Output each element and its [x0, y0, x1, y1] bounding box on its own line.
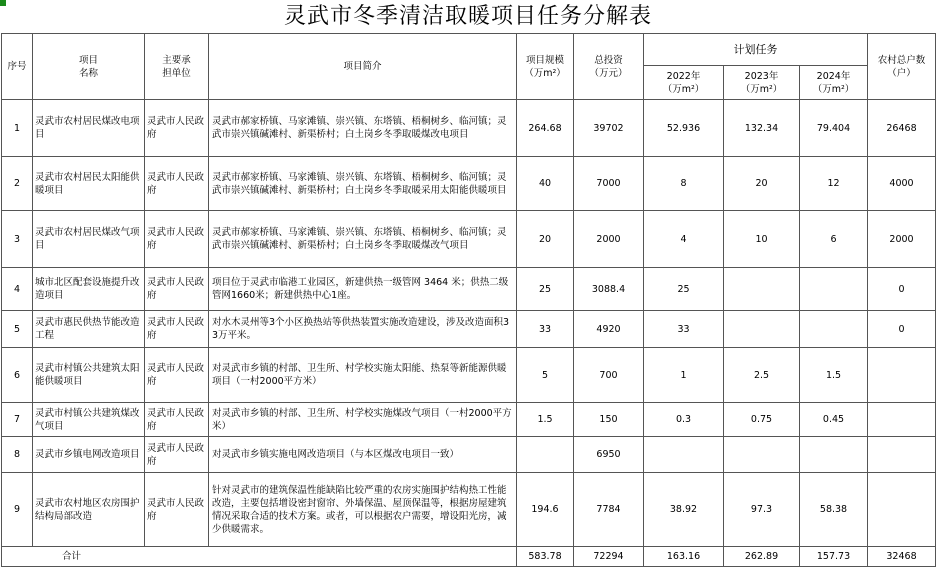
row-2024: 79.404	[800, 100, 868, 157]
row-unit: 灵武市人民政府	[145, 437, 209, 473]
row-2023: 10	[724, 211, 800, 268]
row-2024	[800, 311, 868, 348]
row-households: 26468	[868, 100, 936, 157]
table-row	[2, 437, 936, 473]
row-name: 灵武市农村地区农房围护结构局部改造	[33, 473, 145, 547]
row-2022: 4	[644, 211, 724, 268]
total-label: 合计	[2, 547, 517, 567]
row-2022: 25	[644, 268, 724, 311]
row-name: 灵武市农村居民煤改电项目	[33, 100, 145, 157]
row-2023: 20	[724, 157, 800, 211]
row-scale: 33	[517, 311, 574, 348]
table-row	[2, 348, 936, 403]
row-2022: 33	[644, 311, 724, 348]
row-2022: 52.936	[644, 100, 724, 157]
table-row	[2, 403, 936, 437]
row-households: 2000	[868, 211, 936, 268]
header-unit: 主要承 担单位	[145, 34, 209, 100]
header-seq: 序号	[2, 34, 33, 100]
header-2024: 2024年 （万m²）	[800, 66, 868, 100]
row-desc: 对灵武市乡镇的村部、卫生所、村学校实施太阳能、热泵等新能源供暖项目（一村2000平方米）	[209, 348, 517, 403]
row-desc: 灵武市郝家桥镇、马家滩镇、崇兴镇、东塔镇、梧桐树乡、临河镇；灵武市崇兴镇碱滩村、新渠桥村；白土岗乡冬季取暖煤改电项目	[209, 100, 517, 157]
table-row	[2, 473, 936, 547]
header-households: 农村总户数 （户）	[868, 34, 936, 100]
row-scale: 5	[517, 348, 574, 403]
row-scale: 20	[517, 211, 574, 268]
row-name: 城市北区配套设施提升改造项目	[33, 268, 145, 311]
table-row	[2, 157, 936, 211]
row-desc: 对灵武市乡镇的村部、卫生所、村学校实施煤改气项目（一村2000平方米）	[209, 403, 517, 437]
row-households	[868, 348, 936, 403]
row-households: 0	[868, 311, 936, 348]
row-households	[868, 437, 936, 473]
total-invest: 72294	[574, 547, 644, 567]
row-seq: 3	[2, 211, 33, 268]
row-unit: 灵武市人民政府	[145, 403, 209, 437]
row-unit: 灵武市人民政府	[145, 311, 209, 348]
row-2023: 0.75	[724, 403, 800, 437]
total-y2024: 157.73	[800, 547, 868, 567]
row-invest: 700	[574, 348, 644, 403]
task-table	[1, 33, 936, 567]
header-2022: 2022年 （万m²）	[644, 66, 724, 100]
table-row	[2, 268, 936, 311]
row-scale: 194.6	[517, 473, 574, 547]
row-seq: 8	[2, 437, 33, 473]
row-name: 灵武市农村居民煤改气项目	[33, 211, 145, 268]
row-2023	[724, 437, 800, 473]
row-2024: 0.45	[800, 403, 868, 437]
row-2023: 2.5	[724, 348, 800, 403]
row-unit: 灵武市人民政府	[145, 157, 209, 211]
row-2022: 0.3	[644, 403, 724, 437]
row-households	[868, 473, 936, 547]
row-invest: 7000	[574, 157, 644, 211]
header-2023: 2023年 （万m²）	[724, 66, 800, 100]
row-2022: 8	[644, 157, 724, 211]
row-seq: 7	[2, 403, 33, 437]
row-seq: 9	[2, 473, 33, 547]
row-seq: 1	[2, 100, 33, 157]
total-y2023: 262.89	[724, 547, 800, 567]
row-scale: 40	[517, 157, 574, 211]
table-row	[2, 211, 936, 268]
row-2023: 132.34	[724, 100, 800, 157]
row-invest: 3088.4	[574, 268, 644, 311]
row-invest: 7784	[574, 473, 644, 547]
row-unit: 灵武市人民政府	[145, 348, 209, 403]
row-2022: 38.92	[644, 473, 724, 547]
row-unit: 灵武市人民政府	[145, 211, 209, 268]
row-2023: 97.3	[724, 473, 800, 547]
total-households: 32468	[868, 547, 936, 567]
row-name: 灵武市村镇公共建筑煤改气项目	[33, 403, 145, 437]
total-scale: 583.78	[517, 547, 574, 567]
row-2022	[644, 437, 724, 473]
row-name: 灵武市乡镇电网改造项目	[33, 437, 145, 473]
total-y2022: 163.16	[644, 547, 724, 567]
header-desc: 项目简介	[209, 34, 517, 100]
row-seq: 5	[2, 311, 33, 348]
row-2024: 6	[800, 211, 868, 268]
row-2023	[724, 268, 800, 311]
row-invest: 4920	[574, 311, 644, 348]
row-households: 4000	[868, 157, 936, 211]
row-invest: 150	[574, 403, 644, 437]
row-scale	[517, 437, 574, 473]
table-row	[2, 311, 936, 348]
row-households	[868, 403, 936, 437]
row-2024: 1.5	[800, 348, 868, 403]
row-seq: 2	[2, 157, 33, 211]
row-2024	[800, 268, 868, 311]
row-invest: 6950	[574, 437, 644, 473]
row-invest: 39702	[574, 100, 644, 157]
row-2024	[800, 437, 868, 473]
row-desc: 针对灵武市的建筑保温性能缺陷比较严重的农房实施围护结构热工性能改造，主要包括增设密封窗帘、外墙保温、屋顶保温等，根据房屋建筑情况采取合适的技术方案。或者，可以根据农户需要，增设阳光房，减少供暖需求。	[209, 473, 517, 547]
row-name: 灵武市农村居民太阳能供暖项目	[33, 157, 145, 211]
row-unit: 灵武市人民政府	[145, 100, 209, 157]
row-households: 0	[868, 268, 936, 311]
page-title: 灵武市冬季清洁取暖项目任务分解表	[283, 4, 652, 29]
row-name: 灵武市惠民供热节能改造工程	[33, 311, 145, 348]
header-invest: 总投资 （万元）	[574, 34, 644, 100]
row-invest: 2000	[574, 211, 644, 268]
row-desc: 对水木灵州等3个小区换热站等供热装置实施改造建设，涉及改造面积33万平米。	[209, 311, 517, 348]
row-2022: 1	[644, 348, 724, 403]
header-scale: 项目规模 （万m²）	[517, 34, 574, 100]
row-desc: 项目位于灵武市临港工业园区，新建供热一级管网 3464 米；供热二级管网1660米；新建供热中心1座。	[209, 268, 517, 311]
row-scale: 25	[517, 268, 574, 311]
row-unit: 灵武市人民政府	[145, 268, 209, 311]
total-row	[2, 547, 936, 567]
row-2024: 58.38	[800, 473, 868, 547]
row-2023	[724, 311, 800, 348]
row-2024: 12	[800, 157, 868, 211]
row-name: 灵武市村镇公共建筑太阳能供暖项目	[33, 348, 145, 403]
row-desc: 对灵武市乡镇实施电网改造项目（与本区煤改电项目一致）	[209, 437, 517, 473]
row-seq: 4	[2, 268, 33, 311]
table-row	[2, 100, 936, 157]
header-plan: 计划任务	[644, 34, 868, 66]
row-desc: 灵武市郝家桥镇、马家滩镇、崇兴镇、东塔镇、梧桐树乡、临河镇；灵武市崇兴镇碱滩村、新渠桥村；白土岗乡冬季取暖煤改气项目	[209, 211, 517, 268]
row-scale: 264.68	[517, 100, 574, 157]
row-seq: 6	[2, 348, 33, 403]
row-unit: 灵武市人民政府	[145, 473, 209, 547]
row-scale: 1.5	[517, 403, 574, 437]
header-row	[2, 34, 936, 66]
header-name: 项目 名称	[33, 34, 145, 100]
row-desc: 灵武市郝家桥镇、马家滩镇、崇兴镇、东塔镇、梧桐树乡、临河镇；灵武市崇兴镇碱滩村、新渠桥村；白土岗乡冬季取暖采用太阳能供暖项目	[209, 157, 517, 211]
